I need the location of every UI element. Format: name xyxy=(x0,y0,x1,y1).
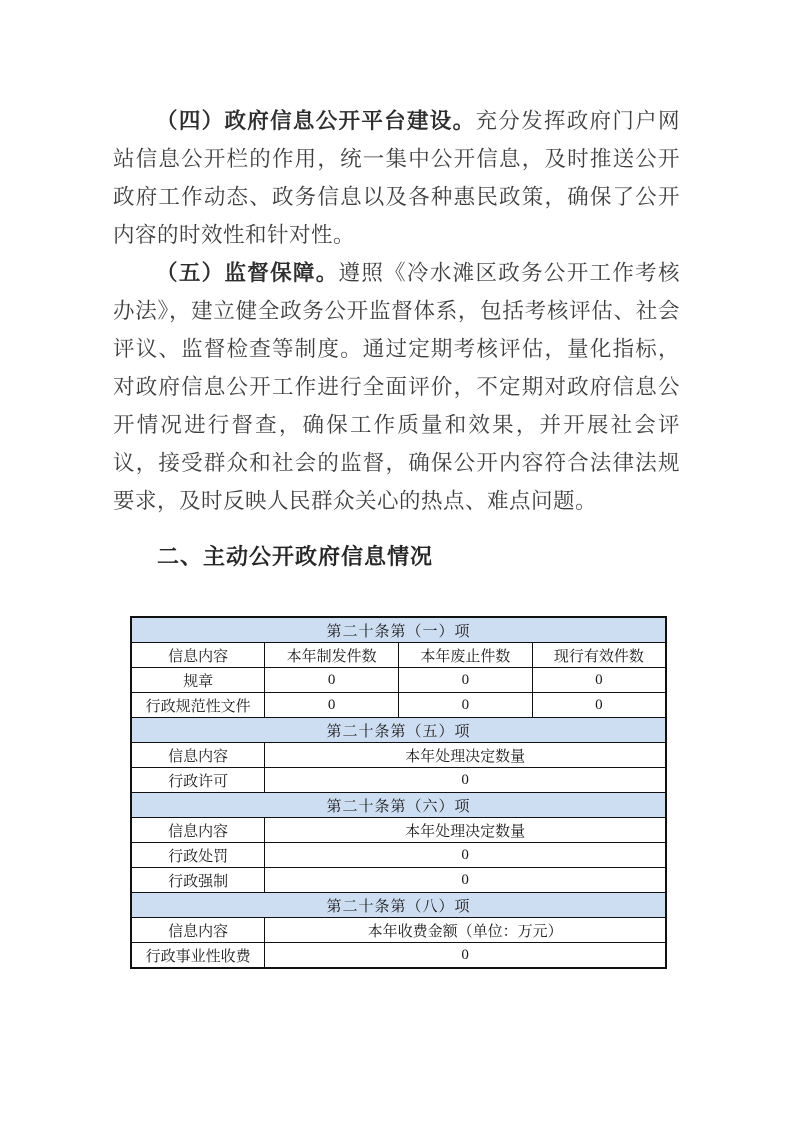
column-header-cell: 本年制发件数 xyxy=(265,643,399,668)
column-header-cell: 信息内容 xyxy=(131,918,265,943)
section-title: 第二十条第（六）项 xyxy=(131,793,666,818)
column-header-cell: 信息内容 xyxy=(131,743,265,768)
table-row xyxy=(131,668,666,693)
value-cell: 0 xyxy=(265,843,666,868)
paragraph-lead: （五）监督保障。 xyxy=(156,261,339,285)
value-cell: 0 xyxy=(265,768,666,793)
section-title-row xyxy=(131,793,666,818)
value-cell: 0 xyxy=(265,943,666,969)
row-label-cell: 行政规范性文件 xyxy=(131,693,265,718)
table-row xyxy=(131,868,666,893)
row-label-cell: 规章 xyxy=(131,668,265,693)
section-header-row xyxy=(131,643,666,668)
value-cell: 0 xyxy=(532,693,666,718)
table-row xyxy=(131,943,666,969)
section-header-row xyxy=(131,818,666,843)
column-header-cell: 本年处理决定数量 xyxy=(265,743,666,768)
column-header-cell: 信息内容 xyxy=(131,818,265,843)
info-disclosure-table xyxy=(130,616,667,969)
section-title: 第二十条第（八）项 xyxy=(131,893,666,918)
column-header-cell: 本年废止件数 xyxy=(399,643,533,668)
section-title-row xyxy=(131,718,666,743)
value-cell: 0 xyxy=(399,693,533,718)
value-cell: 0 xyxy=(399,668,533,693)
info-disclosure-table-body xyxy=(131,617,666,968)
value-cell: 0 xyxy=(265,868,666,893)
value-cell: 0 xyxy=(532,668,666,693)
section-title: 第二十条第（一）项 xyxy=(131,617,666,643)
section-title: 第二十条第（五）项 xyxy=(131,718,666,743)
table-row xyxy=(131,768,666,793)
value-cell: 0 xyxy=(265,693,399,718)
section-header-row xyxy=(131,918,666,943)
table-row xyxy=(131,843,666,868)
row-label-cell: 行政强制 xyxy=(131,868,265,893)
paragraph-body: 充分发挥政府门户网站信息公开栏的作用，统一集中公开信息，及时推送公开政府工作动态、政务信息以及各种惠民政策，确保了公开内容的时效性和针对性。 xyxy=(113,109,680,247)
section-heading-active-disclosure: 二、主动公开政府信息情况 xyxy=(157,544,434,569)
row-label-cell: 行政处罚 xyxy=(131,843,265,868)
section-title-row xyxy=(131,893,666,918)
paragraph-platform-construction xyxy=(113,102,680,254)
table-row xyxy=(131,693,666,718)
row-label-cell: 行政许可 xyxy=(131,768,265,793)
section-header-row xyxy=(131,743,666,768)
paragraph-supervision-guarantee xyxy=(113,254,680,520)
paragraph-lead: （四）政府信息公开平台建设。 xyxy=(156,109,476,133)
column-header-cell: 现行有效件数 xyxy=(532,643,666,668)
section-title-row xyxy=(131,617,666,643)
column-header-cell: 本年处理决定数量 xyxy=(265,818,666,843)
paragraph-body: 遵照《冷水滩区政务公开工作考核办法》，建立健全政务公开监督体系，包括考核评估、社会评议、监督检查等制度。通过定期考核评估，量化指标，对政府信息公开工作进行全面评价，不定期对政府信息公开情况进行督查，确保工作质量和效果，并开展社会评议，接受群众和社会的监督，确保公开内容符合法律法规要求，及时反映人民群众关心的热点、难点问题。 xyxy=(113,261,680,513)
column-header-cell: 本年收费金额（单位：万元） xyxy=(265,918,666,943)
column-header-cell: 信息内容 xyxy=(131,643,265,668)
value-cell: 0 xyxy=(265,668,399,693)
row-label-cell: 行政事业性收费 xyxy=(131,943,265,969)
